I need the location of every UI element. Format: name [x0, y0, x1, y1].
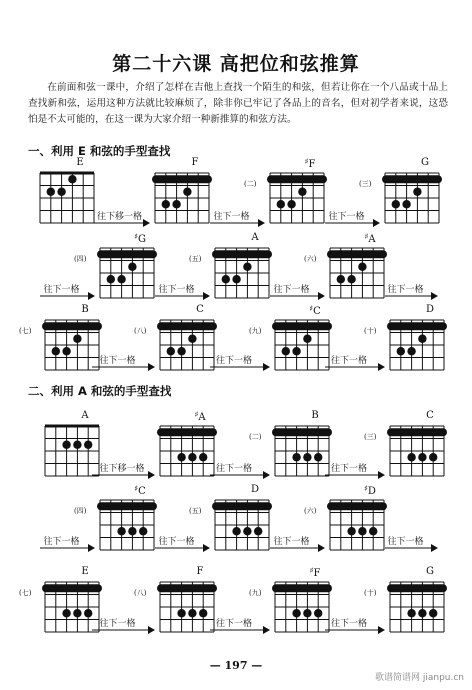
move-label: 往下一格 [216, 464, 253, 474]
chord-letter: A [198, 412, 206, 423]
chord-letter: F [191, 157, 199, 168]
move-label: 往下一格 [216, 356, 253, 366]
barre-bar [327, 250, 387, 258]
finger-dot [62, 609, 70, 617]
chord-letter: F [308, 159, 316, 170]
finger-dot [222, 275, 230, 283]
chord-diagram-a_shape_chords-6 [304, 484, 410, 564]
chord-letter: G [426, 566, 434, 577]
chord-diagram-e_shape_chords-5 [189, 232, 295, 312]
finger-dot [298, 188, 306, 196]
finger-dot [73, 609, 81, 617]
barre-bar [157, 584, 217, 592]
barre-bar [157, 428, 217, 436]
chord-diagram-a_shape_chords-7 [19, 566, 125, 646]
fretboard-grid [390, 566, 460, 638]
barre-bar [42, 322, 102, 330]
barre-bar [327, 502, 387, 510]
page-number: — 197 — [209, 659, 263, 672]
finger-dot [188, 335, 196, 343]
fret-position-label: (三) [364, 433, 377, 441]
sharp-sign: ♯ [194, 410, 199, 419]
fretboard-grid [390, 410, 460, 482]
fret-position-label: (九) [249, 327, 262, 335]
finger-dot [199, 453, 207, 461]
chord-diagram-e_shape_chords-6 [304, 232, 410, 312]
finger-dot [418, 609, 426, 617]
finger-dot [418, 335, 426, 343]
chord-letter: E [81, 566, 89, 577]
move-label: 往下一格 [331, 356, 368, 366]
finger-dot [57, 188, 65, 196]
barre-bar [387, 584, 447, 592]
finger-dot [107, 275, 115, 283]
sharp-sign: ♯ [134, 232, 138, 241]
sharp-sign: ♯ [309, 566, 314, 575]
finger-dot [188, 609, 196, 617]
finger-dot [188, 453, 196, 461]
finger-dot [429, 453, 437, 461]
sharp-sign: ♯ [134, 484, 139, 493]
fretboard-grid [385, 157, 455, 229]
section-heading-a-shape: 二、利用 A 和弦的手型查找 [28, 384, 172, 398]
finger-dot [337, 275, 345, 283]
finger-dot [282, 347, 290, 355]
fret-position-label: (四) [74, 255, 87, 263]
chord-diagram-a_shape_chords-9 [249, 566, 355, 646]
fret-position-label: (八) [134, 327, 147, 335]
finger-dot [292, 453, 300, 461]
barre-bar [272, 322, 332, 330]
finger-dot [418, 453, 426, 461]
finger-dot [162, 200, 170, 208]
fret-position-label: (六) [304, 507, 317, 515]
chord-diagram-e_shape_chords-4 [74, 232, 180, 312]
finger-dot [232, 527, 240, 535]
finger-dot [172, 200, 180, 208]
move-label: 往下一格 [99, 619, 136, 629]
move-label: 往下一格 [387, 537, 424, 547]
section-heading-e-shape: 一、利用 E 和弦的手型查找 [28, 144, 171, 158]
finger-dot [73, 335, 81, 343]
chord-letter: B [311, 410, 319, 421]
finger-dot [177, 609, 185, 617]
watermark: 歌谱简谱网 jianpu.cn [374, 673, 464, 683]
move-label: 往下一格 [331, 619, 368, 629]
finger-dot [303, 335, 311, 343]
finger-dot [358, 263, 366, 271]
move-label: 往下一格 [99, 356, 136, 366]
chord-letter: A [368, 234, 376, 245]
intro-paragraph: 在前面和弦一课中，介绍了怎样在吉他上查找一个陌生的和弦，但若让你在一个八品或十品上查找新和弦，运用这种方法就比较麻烦了，除非你已牢记了各品上的音名，但对初学者来说，这恐怕是不太可能的，在这一课为大家介绍一种新推算的和弦方法。 [28, 82, 448, 125]
finger-dot [254, 527, 262, 535]
move-label: 往下移一格 [97, 212, 143, 222]
move-label: 往下一格 [43, 537, 80, 547]
barre-bar [42, 584, 102, 592]
fret-position-label: (三) [359, 180, 372, 188]
barre-bar [387, 322, 447, 330]
barre-bar [272, 584, 332, 592]
finger-dot [413, 188, 421, 196]
fret-position-label: (二) [249, 433, 262, 441]
fret-position-label: (二) [244, 180, 257, 188]
finger-dot [177, 347, 185, 355]
finger-dot [62, 441, 70, 449]
barre-bar [382, 175, 442, 183]
chord-letter: D [367, 486, 376, 497]
move-label: 往下一格 [216, 619, 253, 629]
finger-dot [277, 200, 285, 208]
finger-dot [52, 347, 60, 355]
barre-bar [212, 502, 272, 510]
chord-letter: E [76, 157, 84, 168]
finger-dot [347, 275, 355, 283]
finger-dot [84, 609, 92, 617]
chord-diagram-a_shape_chords-4 [74, 484, 180, 564]
fret-position-label: (十) [364, 589, 377, 597]
barre-bar [272, 428, 332, 436]
barre-bar [387, 428, 447, 436]
barre-bar [152, 175, 212, 183]
chord-diagram-a_shape_chords-3 [364, 410, 470, 490]
finger-dot [369, 527, 377, 535]
finger-dot [287, 200, 295, 208]
fret-position-label: (十) [364, 327, 377, 335]
chord-letter: F [313, 568, 321, 579]
chord-letter: C [313, 306, 321, 317]
fret-position-label: (八) [134, 589, 147, 597]
finger-dot [84, 441, 92, 449]
finger-dot [139, 527, 147, 535]
fret-position-label: (六) [304, 255, 317, 263]
finger-dot [314, 609, 322, 617]
finger-dot [402, 200, 410, 208]
sharp-sign: ♯ [364, 232, 369, 241]
barre-bar [157, 322, 217, 330]
finger-dot [243, 263, 251, 271]
chord-letter: C [196, 304, 204, 315]
fretboard-grid [390, 304, 460, 376]
finger-dot [292, 347, 300, 355]
fret-position-label: (四) [74, 507, 87, 515]
move-label: 往下一格 [273, 285, 310, 295]
move-label: 往下一格 [158, 537, 195, 547]
chord-diagram-e_shape_chords-7 [19, 304, 125, 384]
move-label: 往下一格 [213, 212, 250, 222]
finger-dot [429, 609, 437, 617]
sharp-sign: ♯ [364, 484, 368, 493]
barre-bar [97, 502, 157, 510]
finger-dot [347, 527, 355, 535]
finger-dot [128, 527, 136, 535]
barre-bar [212, 250, 272, 258]
chord-letter: A [251, 232, 259, 243]
chord-diagram-e_shape_chords-10 [364, 304, 470, 384]
chord-letter: G [421, 157, 429, 168]
finger-dot [183, 188, 191, 196]
finger-dot [73, 441, 81, 449]
finger-dot [128, 263, 136, 271]
finger-dot [199, 609, 207, 617]
finger-dot [117, 275, 125, 283]
chord-diagram-a_shape_chords-10 [364, 566, 470, 646]
finger-dot [303, 453, 311, 461]
barre-bar [267, 175, 327, 183]
chord-diagram-e_shape_chords-3 [359, 157, 465, 237]
chord-letter: C [138, 486, 146, 497]
finger-dot [397, 347, 405, 355]
finger-dot [358, 527, 366, 535]
chord-diagram-a_shape_chords-5 [189, 484, 295, 564]
barre-bar [97, 250, 157, 258]
move-label: 往下移一格 [99, 464, 145, 474]
page-title: 第二十六课 高把位和弦推算 [112, 53, 360, 75]
finger-dot [392, 200, 400, 208]
chord-letter: C [426, 410, 434, 421]
sharp-sign: ♯ [304, 157, 309, 166]
fret-position-label: (七) [19, 327, 32, 335]
finger-dot [407, 609, 415, 617]
finger-dot [117, 527, 125, 535]
chord-diagram-e_shape_chords-8 [134, 304, 240, 384]
finger-dot [177, 453, 185, 461]
fret-position-label: (七) [19, 589, 32, 597]
chord-diagram-a_shape_chords-8 [134, 566, 240, 646]
fret-position-label: (五) [189, 507, 202, 515]
finger-dot [314, 453, 322, 461]
finger-dot [62, 347, 70, 355]
chord-letter: F [196, 566, 204, 577]
finger-dot [68, 175, 76, 183]
finger-dot [407, 453, 415, 461]
fret-position-label: (五) [189, 255, 202, 263]
finger-dot [243, 527, 251, 535]
move-label: 往下一格 [328, 212, 365, 222]
finger-dot [167, 347, 175, 355]
finger-dot [47, 188, 55, 196]
chord-letter: D [250, 484, 260, 495]
finger-dot [407, 347, 415, 355]
sharp-sign: ♯ [309, 304, 314, 313]
chord-letter: B [81, 304, 89, 315]
move-label: 往下一格 [43, 285, 80, 295]
chord-diagram-e_shape_chords-9 [249, 304, 355, 384]
chord-letter: A [81, 410, 89, 421]
finger-dot [292, 609, 300, 617]
move-label: 往下一格 [331, 464, 368, 474]
fret-position-label: (九) [249, 589, 262, 597]
finger-dot [303, 609, 311, 617]
chord-letter: D [425, 304, 435, 315]
move-label: 往下一格 [158, 285, 195, 295]
move-label: 往下一格 [387, 285, 424, 295]
finger-dot [232, 275, 240, 283]
move-label: 往下一格 [273, 537, 310, 547]
chord-letter: G [137, 234, 146, 245]
